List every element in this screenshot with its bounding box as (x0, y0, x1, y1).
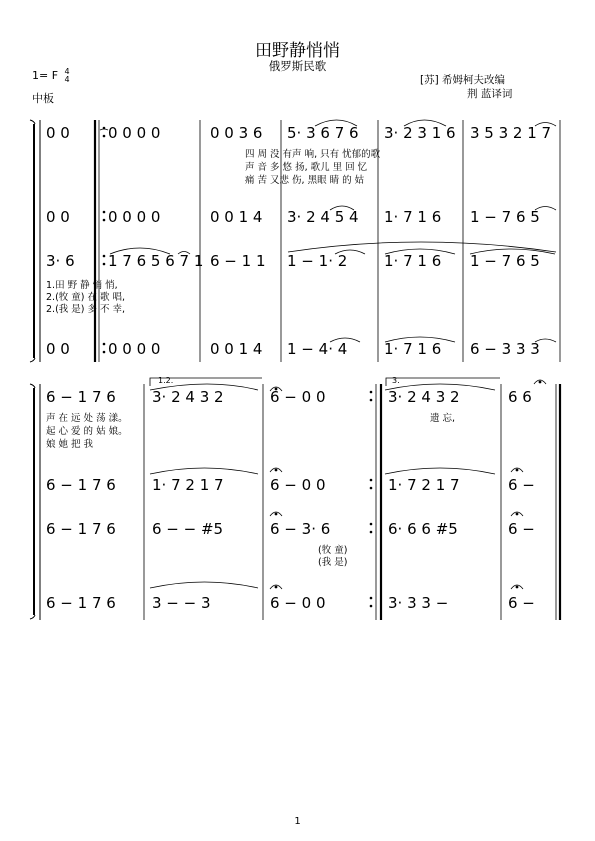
time-sig-bottom: 4 (64, 75, 70, 84)
s1-lyric-upper-2: 声 音 多 悠 扬, 歌儿 里 回 忆 (245, 162, 368, 173)
page-number: 1 (294, 816, 301, 827)
time-sig-top: 4 (64, 67, 70, 76)
s2-v4-m2: 6 − 0 0 (270, 594, 326, 612)
s1-lyric-lower-1: 1.田 野 静 悄 悄, (46, 280, 118, 291)
tempo-marking: 中板 (32, 92, 54, 105)
s2-v3-m1: 6 − − #5 (152, 520, 224, 538)
volta-1-2: 1.2. (158, 376, 174, 385)
song-subtitle: 俄罗斯民歌 (268, 59, 327, 73)
s1-v1-m0: 0 0 (46, 124, 70, 142)
s1-lyric-upper-3: 痛 苦 又悲 伤, 黑眼 睛 的 姑 (245, 175, 365, 186)
s2-lyric-upper-end: 遗 忘, (430, 413, 456, 424)
s1-v3-m4: 1· 7 1 6 (384, 252, 442, 270)
s2-lyric-lower-1: (牧 童) (318, 545, 348, 556)
s2-v4-m3: 3· 3 3 − (388, 594, 449, 612)
s2-v2-m1: 1· 7 2 1 7 (152, 476, 224, 494)
s1-v3-m2: 6 − 1 1 (210, 252, 266, 270)
s1-v1-m5: 3 5 3 2 1 7 (470, 124, 552, 142)
s1-v3-m3: 1 − 1· 2 (287, 252, 348, 270)
s1-v2-m1: 0 0 0 0 (108, 208, 161, 226)
s1-v1-m1: 0 0 0 0 (108, 124, 161, 142)
s1-v3-m5: 1 − 7 6 5 (470, 252, 540, 270)
s2-lyric-upper-3: 娘 她 把 我 (46, 439, 94, 450)
s2-v3-m4: 6 − (508, 520, 535, 538)
s1-v4-m0: 0 0 (46, 340, 70, 358)
s2-v1-m4: 6 6 (508, 388, 532, 406)
s1-v3-m0: 3· 6 (46, 252, 75, 270)
s1-v4-m2: 0 0 1 4 (210, 340, 263, 358)
s2-lyric-upper-1: 声 在 远 处 荡 漾。 (46, 413, 128, 424)
s2-v2-m3: 1· 7 2 1 7 (388, 476, 460, 494)
s1-v2-m5: 1 − 7 6 5 (470, 208, 540, 226)
repeat-dots-start (103, 127, 106, 354)
s1-v4-m1: 0 0 0 0 (108, 340, 161, 358)
key-label: 1= F (32, 69, 59, 82)
s1-v1-m2: 0 0 3 6 (210, 124, 263, 142)
s2-v1-m2: 6 − 0 0 (270, 388, 326, 406)
s2-v2-m4: 6 − (508, 476, 535, 494)
s2-v2-m2: 6 − 0 0 (270, 476, 326, 494)
s2-v1-m1: 3· 2 4 3 2 (152, 388, 224, 406)
s1-v2-m4: 1· 7 1 6 (384, 208, 442, 226)
s2-v3-m2: 6 − 3· 6 (270, 520, 331, 538)
s1-v3-m1: 1 7 6 5 6 7 1 (108, 252, 204, 270)
s1-lyric-lower-2: 2.(牧 童) 在 歌 唱, (46, 292, 126, 303)
s2-v4-m4: 6 − (508, 594, 535, 612)
s1-v4-m4: 1· 7 1 6 (384, 340, 442, 358)
translator-credit: 荆 蓝译词 (467, 88, 513, 100)
song-title: 田野静悄悄 (255, 41, 340, 61)
arranger-credit: [苏] 希姆柯夫改编 (420, 74, 506, 86)
s1-v4-m5: 6 − 3 3 3 (470, 340, 540, 358)
s2-v2-m0: 6 − 1 7 6 (46, 476, 116, 494)
s2-v1-m3: 3· 2 4 3 2 (388, 388, 460, 406)
s1-v2-m2: 0 0 1 4 (210, 208, 263, 226)
s2-v3-m3: 6· 6 6 #5 (388, 520, 458, 538)
s1-lyric-upper-1: 四 周 没 有声 响, 只有 忧郁的歌 (245, 149, 381, 160)
s1-v2-m0: 0 0 (46, 208, 70, 226)
s1-v1-m4: 3· 2 3 1 6 (384, 124, 456, 142)
volta-3: 3. (392, 376, 400, 385)
repeat-dots-end (370, 391, 373, 608)
s1-lyric-lower-3: 2.(我 是) 多 不 幸, (46, 304, 126, 315)
s2-v1-m0: 6 − 1 7 6 (46, 388, 116, 406)
s2-lyric-upper-2: 起 心 爱 的 姑 娘。 (46, 426, 128, 437)
volta-brackets (150, 378, 500, 386)
s2-v3-m0: 6 − 1 7 6 (46, 520, 116, 538)
s2-v4-m0: 6 − 1 7 6 (46, 594, 116, 612)
s1-v2-m3: 3· 2 4 5 4 (287, 208, 359, 226)
s1-v1-m3: 5· 3 6 7 6 (287, 124, 359, 142)
s2-v4-m1: 3 − − 3 (152, 594, 211, 612)
s2-lyric-lower-2: (我 是) (318, 557, 348, 568)
s1-v4-m3: 1 − 4· 4 (287, 340, 348, 358)
